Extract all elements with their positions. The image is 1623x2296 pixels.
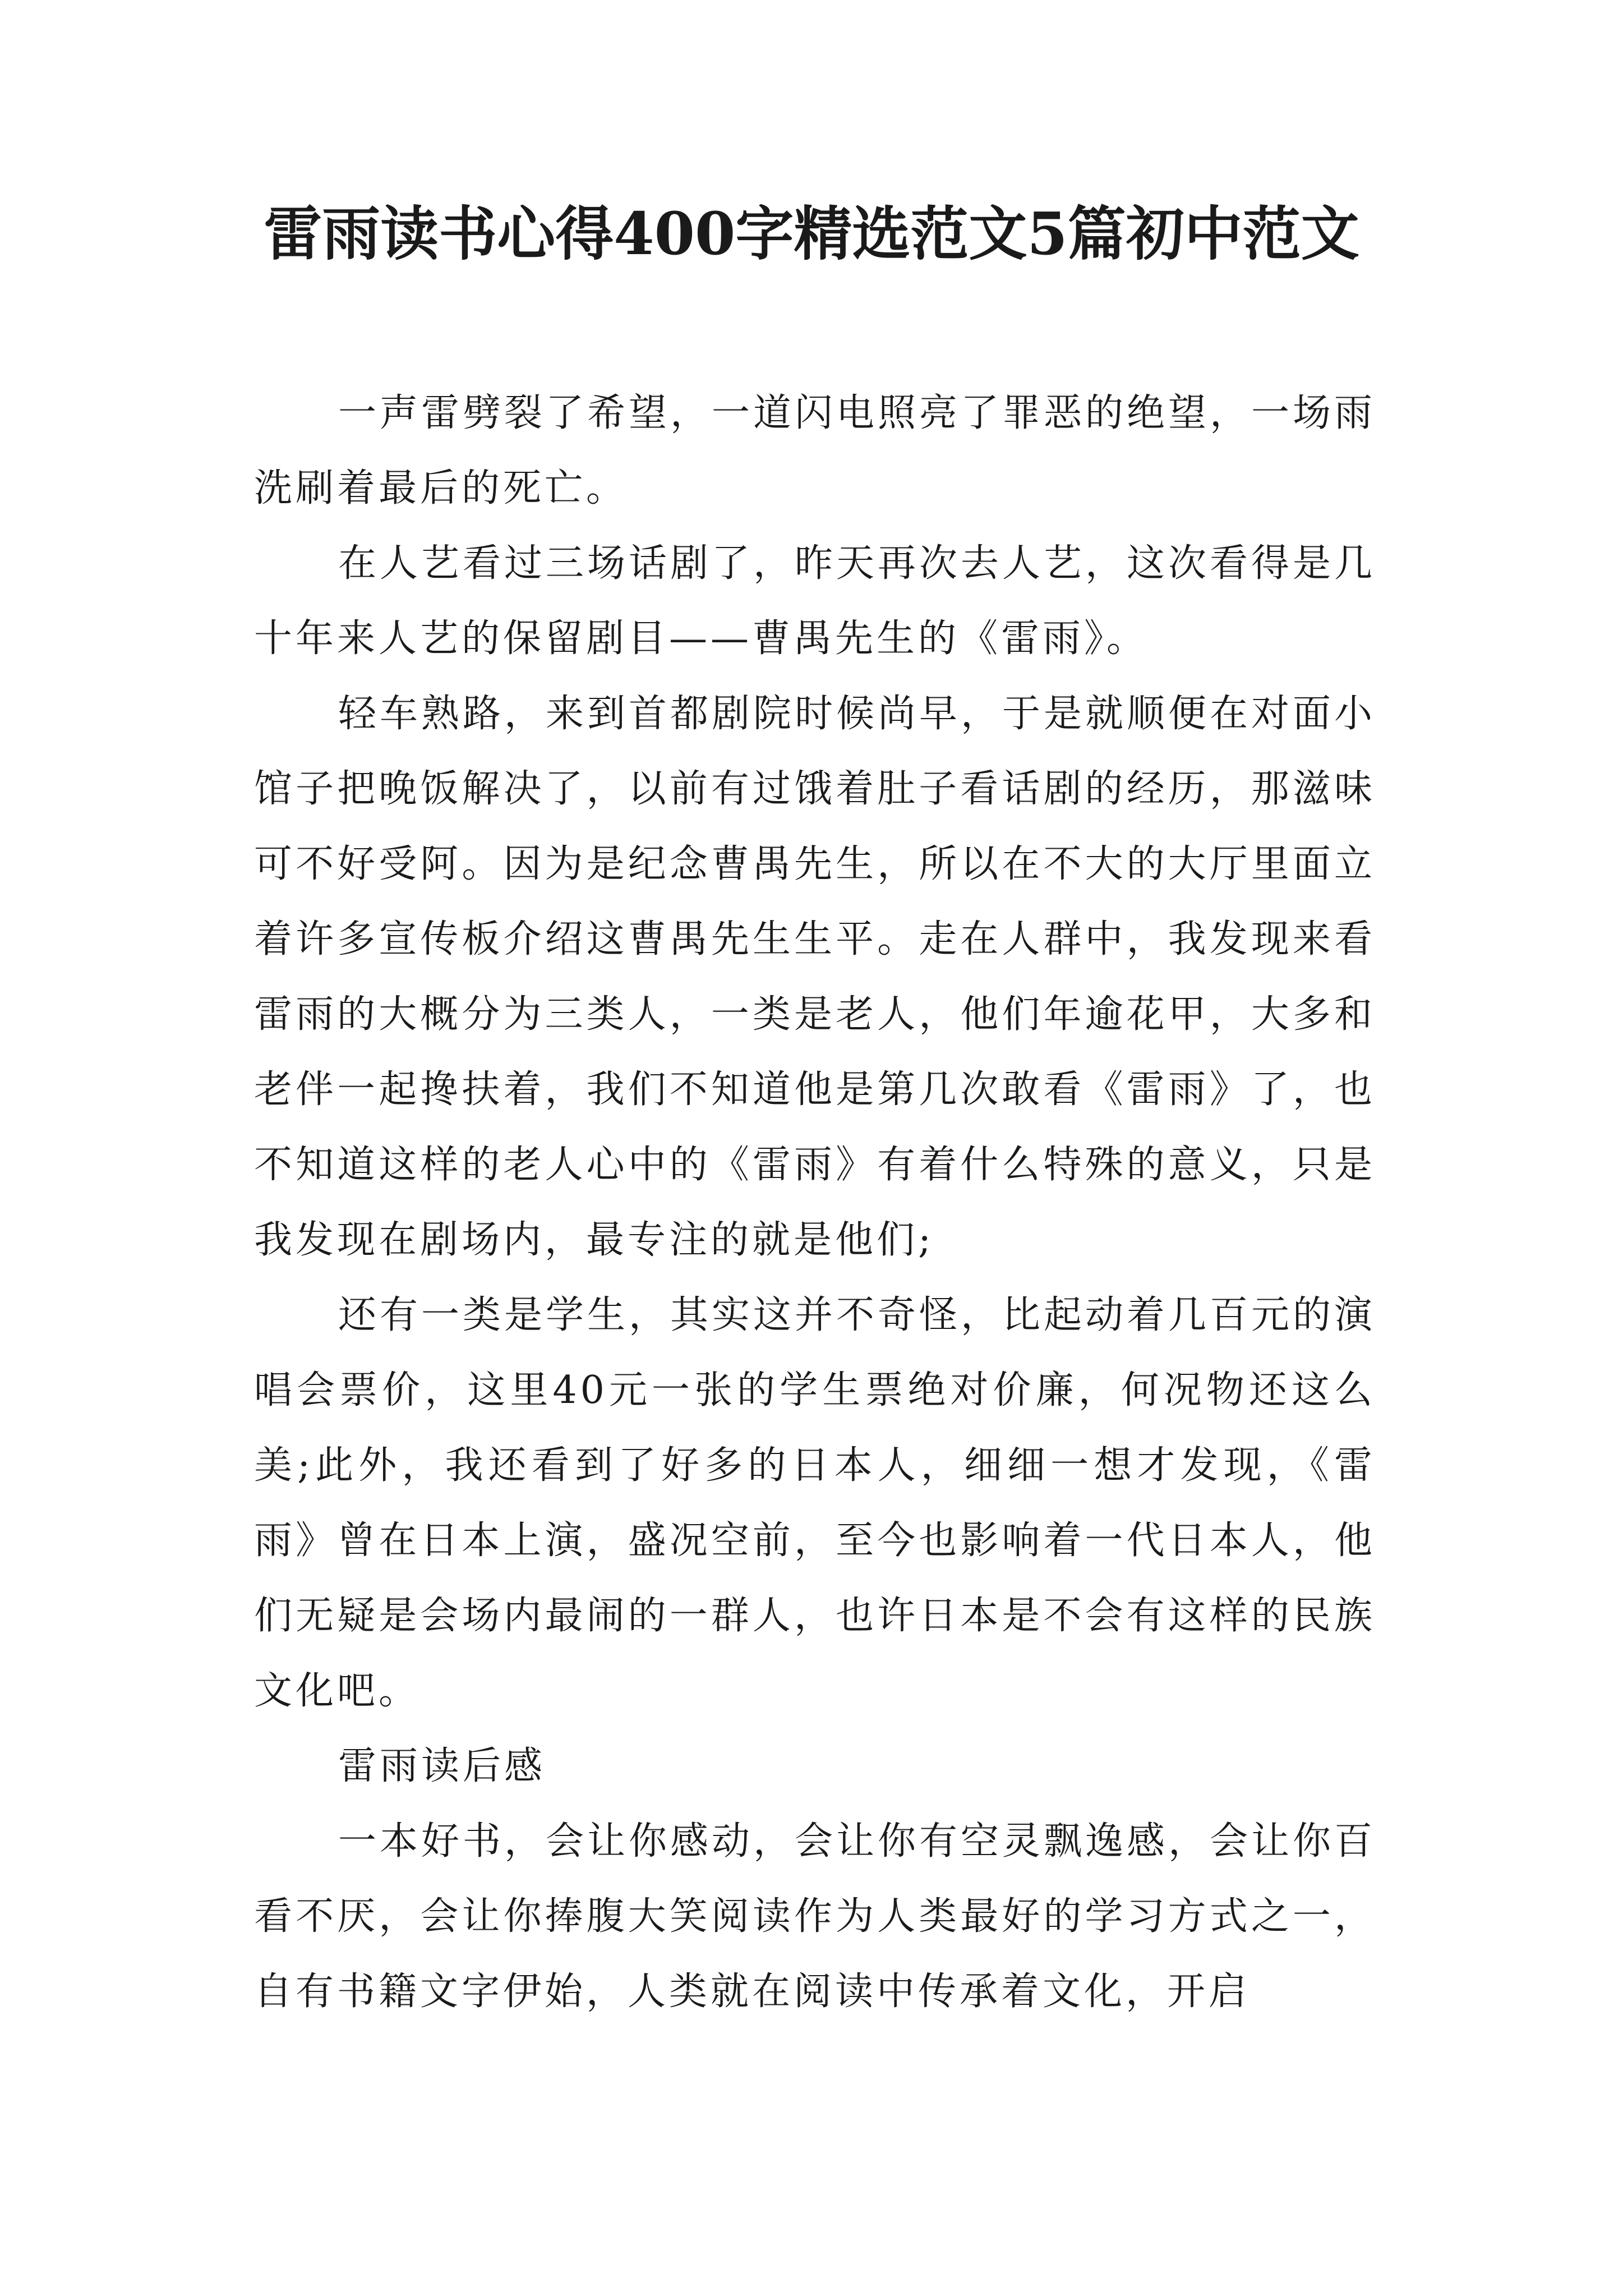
section-heading: 雷雨读后感	[338, 1744, 546, 1788]
paragraph-3: 轻车熟路，来到首都剧院时候尚早，于是就顺便在对面小馆子把晚饭解决了，以前有过饿着肚子看话剧的经历，那滋味可不好受阿。因为是纪念曹禺先生，所以在不大的大厅里面立着许多宣传板介绍这曹禺先生生平。走在人群中，我发现来看雷雨的大概分为三类人，一类是老人，他们年逾花甲，大多和老伴一起搀扶着，我们不知道他是第几次敢看《雷雨》了，也不知道这样的老人心中的《雷雨》有着什么特殊的意义，只是我发现在剧场内，最专注的就是他们;	[254, 692, 1376, 1262]
document-title: 雷雨读书心得400字精选范文5篇初中范文	[264, 199, 1359, 268]
document-body	[254, 376, 1376, 2030]
paragraph-2: 在人艺看过三场话剧了，昨天再次去人艺，这次看得是几十年来人艺的保留剧目——曹禺先生的《雷雨》。	[254, 541, 1376, 661]
paragraph-4: 还有一类是学生，其实这并不奇怪，比起动着几百元的演唱会票价，这里40元一张的学生票绝对价廉，何况物还这么美;此外，我还看到了好多的日本人，细细一想才发现，《雷雨》曾在日本上演，盛况空前，至今也影响着一代日本人，他们无疑是会场内最闹的一群人，也许日本是不会有这样的民族文化吧。	[254, 1293, 1376, 1713]
paragraph-5: 一本好书，会让你感动，会让你有空灵飘逸感，会让你百看不厌，会让你捧腹大笑阅读作为人类最好的学习方式之一，自有书籍文字伊始，人类就在阅读中传承着文化，开启	[254, 1819, 1376, 2014]
paragraph-1: 一声雷劈裂了希望，一道闪电照亮了罪恶的绝望，一场雨洗刷着最后的死亡。	[254, 391, 1376, 510]
